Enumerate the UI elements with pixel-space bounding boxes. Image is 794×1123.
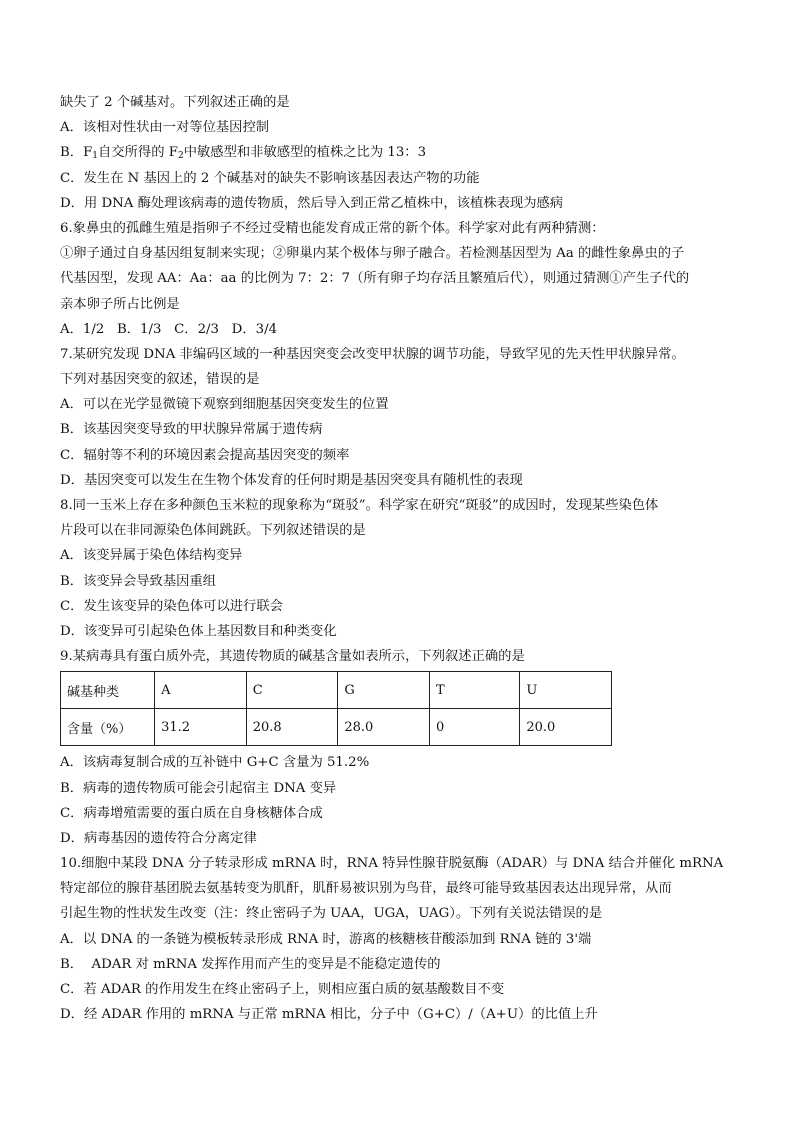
q8-option-c: C．发生该变异的染色体可以进行联会 (60, 598, 283, 614)
table-cell: C (246, 672, 338, 709)
table-row (61, 709, 612, 746)
q5-continuation: 缺失了 2 个碱基对。下列叙述正确的是 (60, 95, 290, 110)
q5-option-b: B．$F_1$自交所得的 $F_2$中敏感型和非敏感型的植株之比为 13：3 (60, 145, 427, 162)
table-cell: T (429, 672, 519, 709)
q10-stem-line2: 特定部位的腺苷基团脱去氨基转变为肌酐，肌酐易被识别为鸟苷，最终可能导致基因表达出现异常，从而 (60, 881, 672, 897)
exam-page (60, 90, 735, 1027)
q5-option-c: C．发生在 N 基因上的 2 个碱基对的缺失不影响该基因表达产物的功能 (60, 170, 480, 186)
q7-stem-line2: 下列对基因突变的叙述，错误的是 (60, 372, 260, 388)
q7-option-a: A．可以在光学显微镜下观察到细胞基因突变发生的位置 (60, 397, 389, 413)
q7-option-b: B．该基因突变导致的甲状腺异常属于遗传病 (60, 422, 323, 438)
table-header-row (61, 672, 612, 709)
q7-option-c: C．辐射等不利的环境因素会提高基因突变的频率 (60, 447, 350, 463)
q6-options: A．1/2 B．1/3 C．2/3 D．3/4 (60, 321, 278, 337)
q9-option-c: C．病毒增殖需要的蛋白质在自身核糖体合成 (60, 805, 323, 821)
q9-option-a: A．该病毒复制合成的互补链中 G+C 含量为 51.2% (60, 755, 370, 771)
table-cell: 31.2 (155, 709, 247, 746)
q9-stem: 9.某病毒具有蛋白质外壳，其遗传物质的碱基含量如表所示，下列叙述正确的是 (60, 649, 525, 665)
table-cell: 20.0 (520, 709, 612, 746)
table-cell: A (155, 672, 247, 709)
q8-option-b: B．该变异会导致基因重组 (60, 573, 217, 589)
q9-option-b: B．病毒的遗传物质可能会引起宿主 DNA 变异 (60, 780, 337, 796)
q10-option-d: D．经 ADAR 作用的 mRNA 与正常 mRNA 相比，分子中（G+C）/（A+U）的比值上升 (60, 1007, 598, 1023)
table-cell: 碱基种类 (61, 672, 155, 709)
q7-option-d: D．基因突变可以发生在生物个体发育的任何时期是基因突变具有随机性的表现 (60, 472, 523, 488)
q10-option-c: C．若 ADAR 的作用发生在终止密码子上，则相应蛋白质的氨基酸数目不变 (60, 982, 505, 997)
table-cell: 20.8 (246, 709, 338, 746)
q6-stem-line2: ①卵子通过自身基因组复制来实现；②卵巢内某个极体与卵子融合。若检测基因型为 Aa 的雌性象鼻虫的子 (60, 246, 685, 262)
q5-option-a: A．该相对性状由一对等位基因控制 (60, 120, 270, 136)
q10-stem-line3: 引起生物的性状发生改变（注：终止密码子为 UAA，UGA，UAG）。下列有关说法错误的是 (60, 906, 603, 922)
q10-option-b: B． ADAR 对 mRNA 发挥作用而产生的变异是不能稳定遗传的 (60, 956, 441, 972)
table-cell: 0 (429, 709, 519, 746)
q8-option-a: A．该变异属于染色体结构变异 (60, 548, 243, 564)
q6-stem-line1: 6.象鼻虫的孤雌生殖是指卵子不经过受精也能发育成正常的新个体。科学家对此有两种猜测： (60, 220, 605, 236)
table-cell: U (520, 672, 612, 709)
table-cell: 含量（%） (61, 709, 155, 746)
q6-stem-line4: 亲本卵子所占比例是 (60, 296, 180, 312)
q10-option-a: A．以 DNA 的一条链为模板转录形成 RNA 时，游离的核糖核苷酸添加到 RNA 链的 3'端 (60, 931, 592, 947)
q8-option-d: D．该变异可引起染色体上基因数目和种类变化 (60, 623, 337, 639)
q5-option-d: D．用 DNA 酶处理该病毒的遗传物质，然后导入到正常乙植株中，该植株表现为感病 (60, 195, 564, 211)
base-content-table (60, 671, 612, 746)
table-cell: 28.0 (338, 709, 430, 746)
table-cell: G (338, 672, 430, 709)
q9-option-d: D．病毒基因的遗传符合分离定律 (60, 830, 257, 846)
q6-stem-line3: 代基因型，发现 AA：Aa：aa 的比例为 7：2：7（所有卵子均存活且繁殖后代），则通过猜测①产生子代的 (60, 271, 690, 287)
q10-stem-line1: 10.细胞中某段 DNA 分子转录形成 mRNA 时，RNA 特异性腺苷脱氨酶（ADAR）与 DNA 结合并催化 mRNA (60, 856, 724, 872)
q7-stem-line1: 7.某研究发现 DNA 非编码区域的一种基因突变会改变甲状腺的调节功能，导致罕见的先天性甲状腺异常。 (60, 346, 685, 362)
q8-stem-line1: 8.同一玉米上存在多种颜色玉米粒的现象称为“斑驳”。科学家在研究“斑驳”的成因时，发现某些染色体 (60, 498, 659, 513)
q8-stem-line2: 片段可以在非同源染色体间跳跃。下列叙述错误的是 (60, 523, 366, 539)
